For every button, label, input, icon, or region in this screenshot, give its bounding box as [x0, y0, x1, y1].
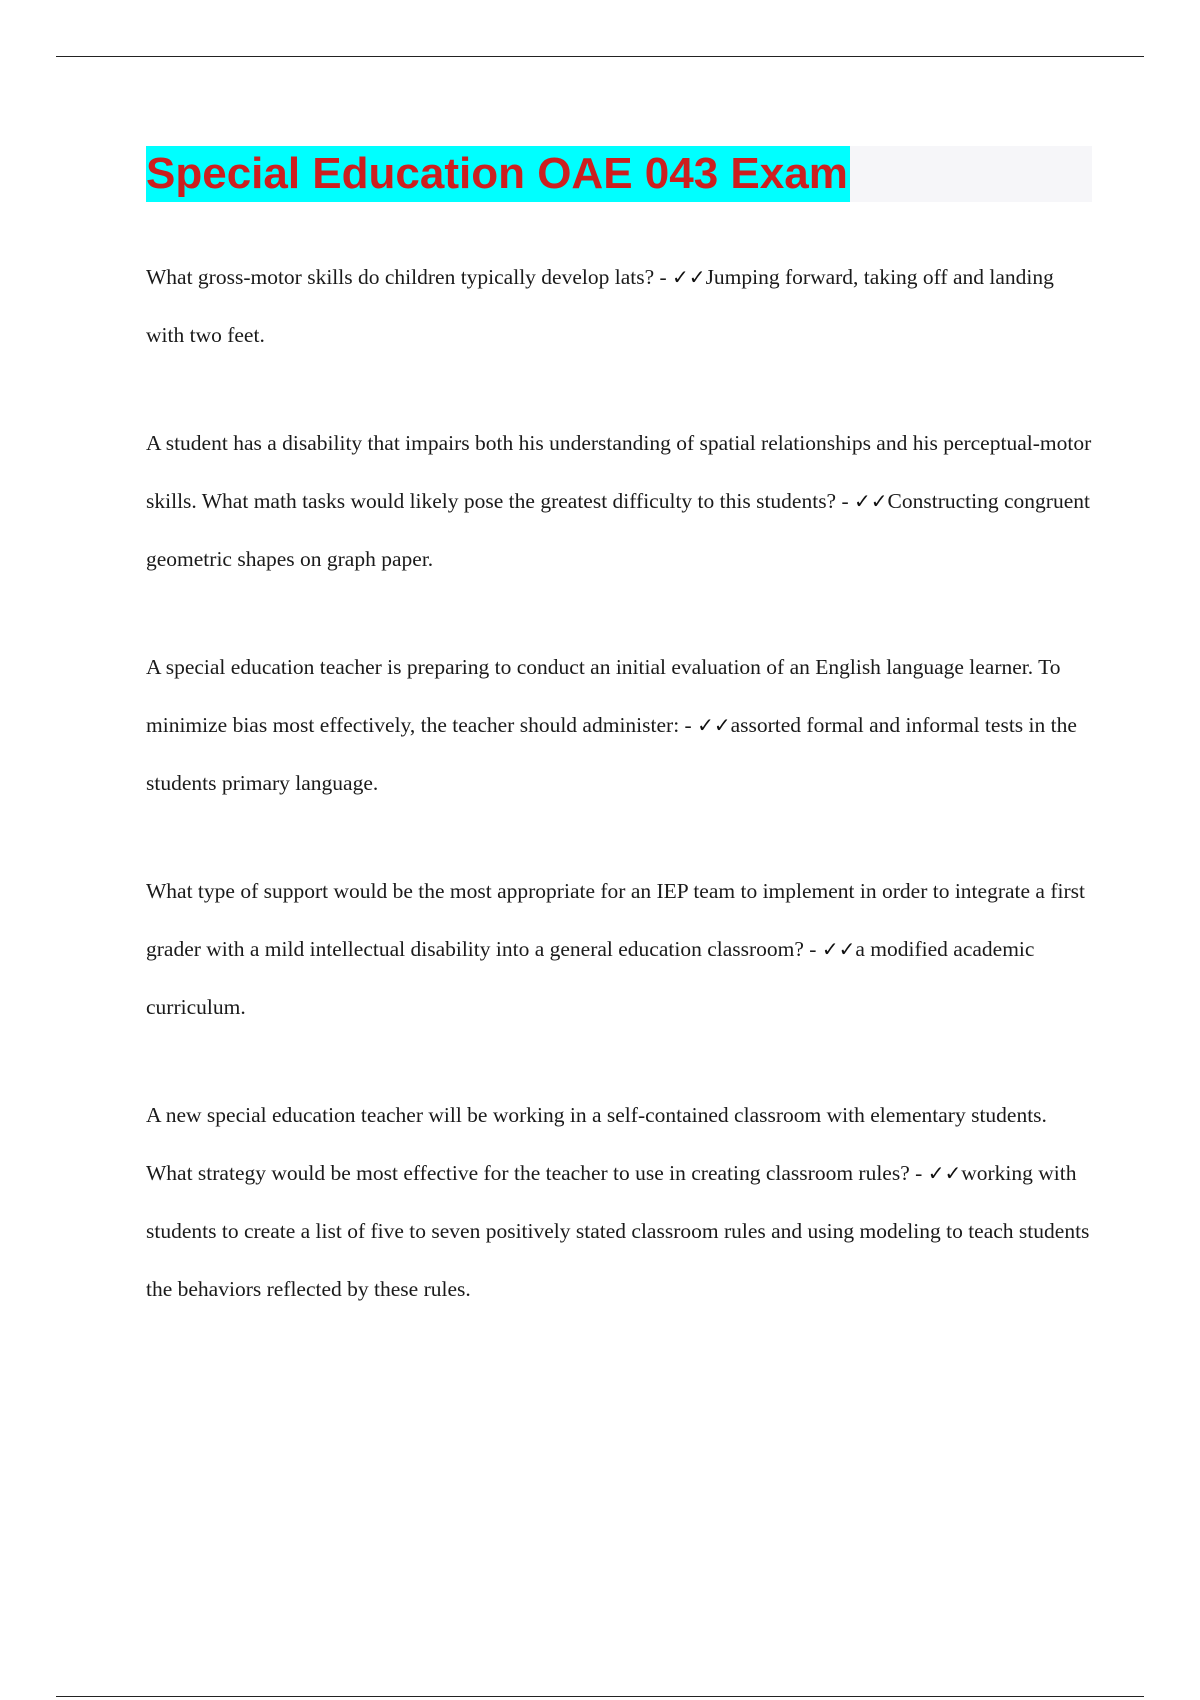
question-text: A special education teacher is preparing to conduct an initial evaluation of an English language learner. To minimize bias most effectively, the teacher should administer: -: [146, 655, 1061, 737]
question-text: A student has a disability that impairs both his understanding of spatial relationships and his perceptual-motor skills. What math tasks would likely pose the greatest difficulty to this students? -: [146, 431, 1092, 513]
double-check-icon: ✓✓: [821, 937, 856, 961]
question-text: A new special education teacher will be working in a self-contained classroom with elementary students. What strategy would be most effective for the teacher to use in creating classroom rules? -: [146, 1103, 1047, 1185]
qa-item: [146, 248, 1092, 364]
question-text: What gross-motor skills do children typically develop lats? -: [146, 265, 673, 289]
answer-text: a modified academic curriculum.: [146, 937, 1035, 1019]
title-band: [146, 146, 1092, 202]
document-title: Special Education OAE 043 Exam: [146, 146, 850, 202]
double-check-icon: ✓✓: [854, 489, 888, 513]
qa-list: [146, 248, 1092, 1318]
answer-text: Constructing congruent geometric shapes on graph paper.: [146, 489, 1090, 571]
top-rule: [56, 56, 1144, 57]
qa-item: [146, 862, 1092, 1036]
qa-item: [146, 414, 1092, 588]
answer-text: Jumping forward, taking off and landing with two feet.: [146, 265, 1054, 347]
question-text: What type of support would be the most appropriate for an IEP team to implement in order to integrate a first grader with a mild intellectual disability into a general education classroom? -: [146, 879, 1085, 961]
double-check-icon: ✓✓: [697, 713, 731, 737]
double-check-icon: ✓✓: [927, 1161, 962, 1185]
document-content: [146, 146, 1092, 1368]
answer-text: working with students to create a list of five to seven positively stated classroom rules and using modeling to teach students the behaviors reflected by these rules.: [146, 1161, 1090, 1301]
qa-item: [146, 1086, 1092, 1318]
qa-item: [146, 638, 1092, 812]
bottom-rule: [56, 1696, 1144, 1697]
double-check-icon: ✓✓: [672, 265, 706, 289]
answer-text: assorted formal and informal tests in the students primary language.: [146, 713, 1077, 795]
